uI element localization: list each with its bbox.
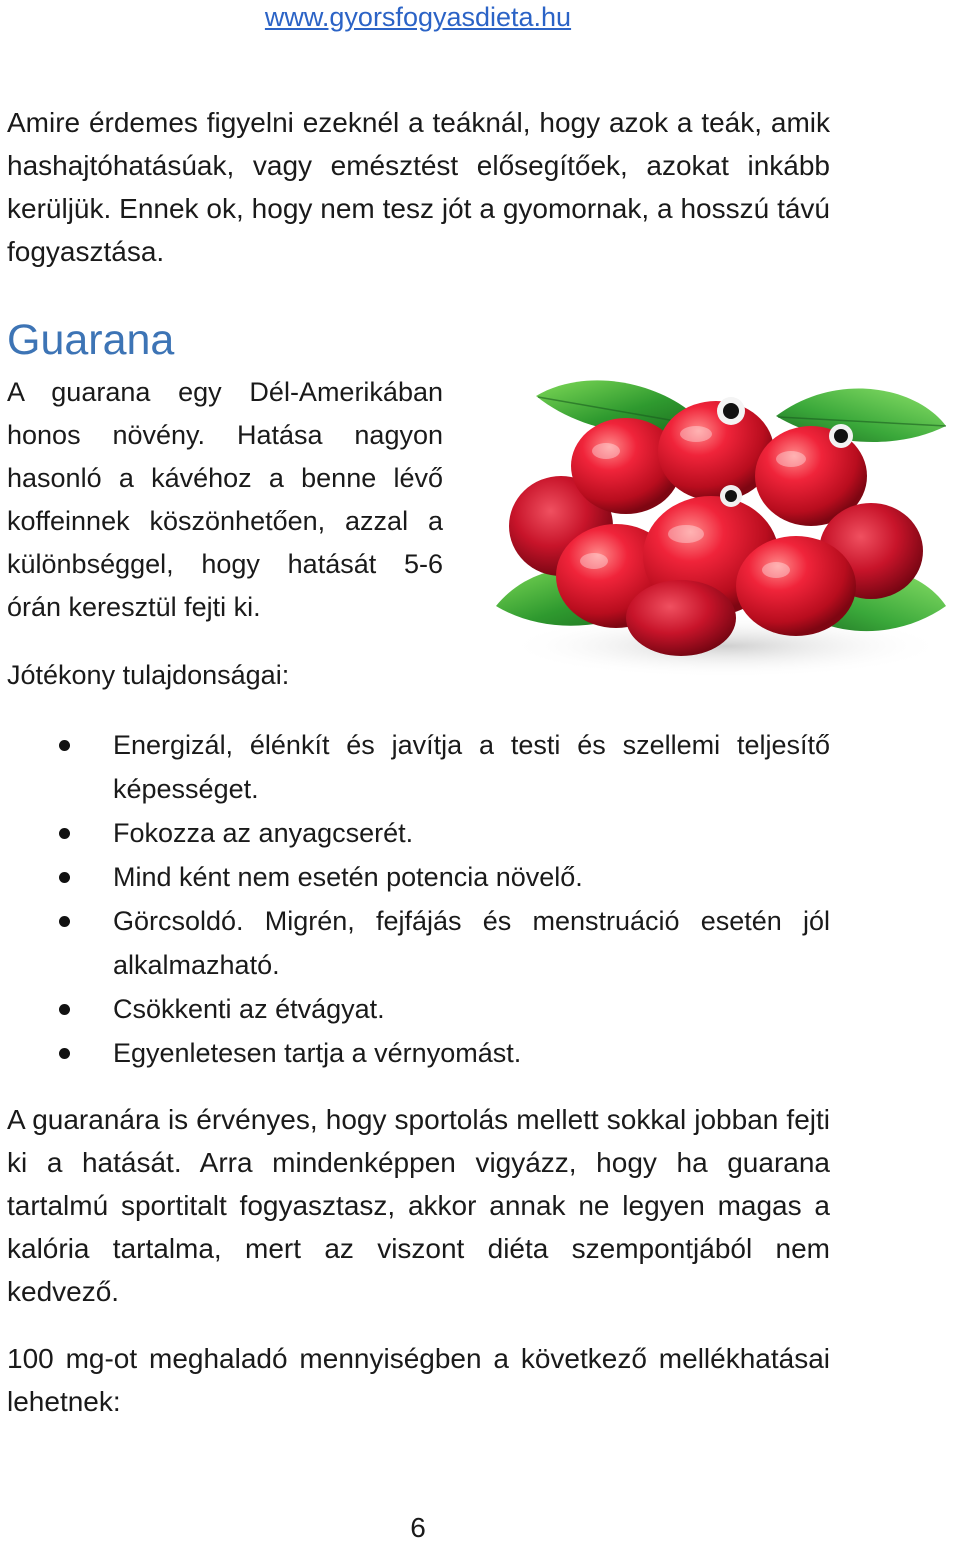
bullet-icon: [59, 740, 70, 751]
list-item-text: Mind ként nem esetén potencia növelő.: [113, 862, 583, 892]
guarana-fruit-image: [476, 356, 950, 686]
bullet-icon: [59, 872, 70, 883]
closing-paragraph: A guaranára is érvényes, hogy sportolás mellett sokkal jobban fejti ki a hatását. Arra mindenképpen vigyázz, hogy ha guarana tartalmú sportitalt fogyasztasz, akkor annak ne legyen magas a kalória tartalma, mert az viszont diéta szempontjából nem kedvező.: [7, 1104, 830, 1307]
page-number: 6: [410, 1512, 426, 1543]
list-item-text: Fokozza az anyagcserét.: [113, 818, 414, 848]
list-item-text: Csökkenti az étvágyat.: [113, 994, 385, 1024]
guarana-description: A guarana egy Dél-Amerikában honos növény. Hatása nagyon hasonló a kávéhoz a benne lévő koffeinnek köszönhetően, azzal a különbséggel, hogy hatását 5-6 órán keresztül fejti ki.: [7, 377, 443, 622]
website-link[interactable]: www.gyorsfogyasdieta.hu: [264, 2, 572, 32]
list-item: [0, 899, 830, 987]
benefits-label: Jótékony tulajdonságai:: [7, 660, 290, 690]
benefits-list: [0, 723, 830, 1075]
bullet-icon: [59, 1004, 70, 1015]
intro-paragraph: Amire érdemes figyelni ezeknél a teáknál, hogy azok a teák, amik hashajtóhatásúak, vagy emésztést elősegítőek, azokat inkább kerüljük. Ennek ok, hogy nem tesz jót a gyomornak, a hosszú távú fogyasztása.: [7, 107, 830, 267]
list-item: [0, 987, 830, 1031]
list-item: [0, 723, 830, 811]
guarana-illustration: [476, 356, 950, 686]
list-item-text: Energizál, élénkít és javítja a testi és szellemi teljesítő képességet.: [113, 730, 830, 804]
dosage-paragraph: 100 mg-ot meghaladó mennyiségben a következő mellékhatásai lehetnek:: [7, 1343, 830, 1417]
list-item: [0, 855, 830, 899]
bullet-icon: [59, 828, 70, 839]
list-item-text: Görcsoldó. Migrén, fejfájás és menstruáció esetén jól alkalmazható.: [113, 906, 830, 980]
list-item: [0, 1031, 830, 1075]
bullet-icon: [59, 916, 70, 927]
bullet-icon: [59, 1048, 70, 1059]
list-item-text: Egyenletesen tartja a vérnyomást.: [113, 1038, 522, 1068]
section-heading-guarana: Guarana: [7, 316, 175, 364]
list-item: [0, 811, 830, 855]
